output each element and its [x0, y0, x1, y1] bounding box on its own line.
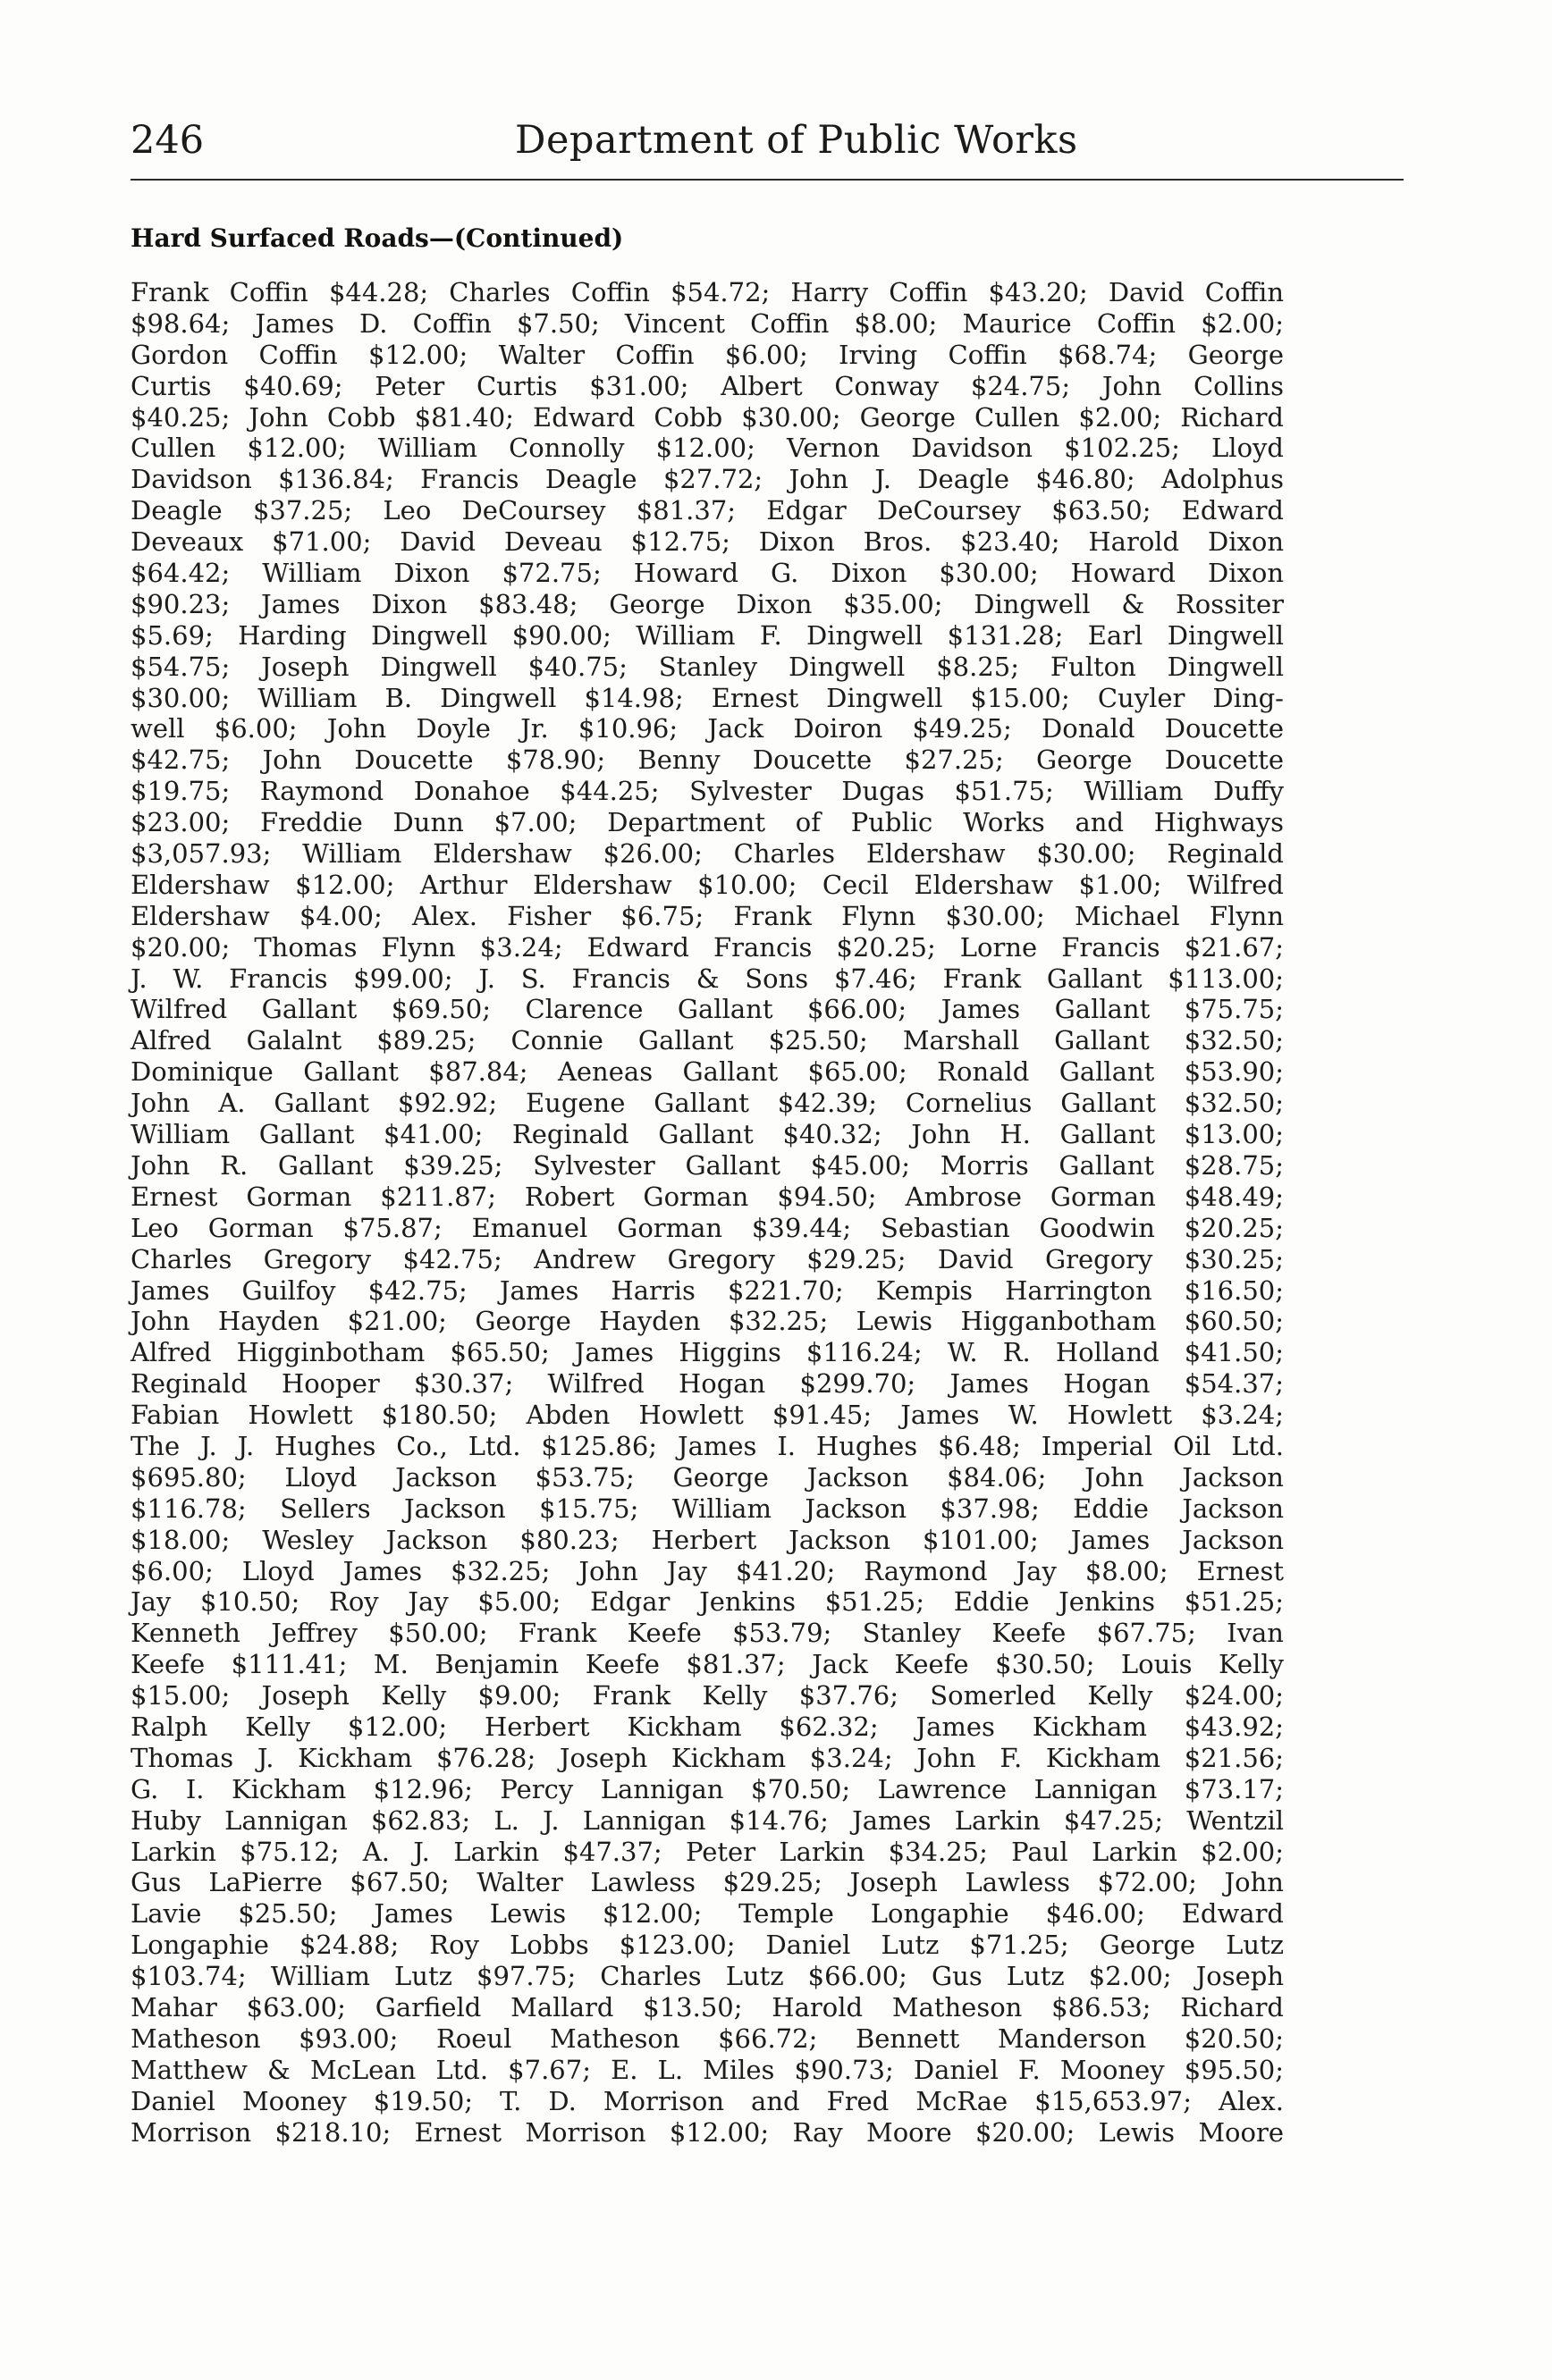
text-line: John Hayden $21.00; George Hayden $32.25; Lewis Higganbotham $60.50; — [131, 1306, 1284, 1337]
text-line: $695.80; Lloyd Jackson $53.75; George Jackson $84.06; John Jackson — [131, 1461, 1284, 1493]
text-line: Reginald Hooper $30.37; Wilfred Hogan $299.70; James Hogan $54.37; — [131, 1368, 1284, 1400]
text-line: Jay $10.50; Roy Jay $5.00; Edgar Jenkins $51.25; Eddie Jenkins $51.25; — [131, 1586, 1284, 1618]
text-line: Eldershaw $4.00; Alex. Fisher $6.75; Frank Flynn $30.00; Michael Flynn — [131, 900, 1284, 931]
text-line: J. W. Francis $99.00; J. S. Francis & Sons $7.46; Frank Gallant $113.00; — [131, 963, 1284, 994]
header-rule — [131, 179, 1404, 181]
text-line: Curtis $40.69; Peter Curtis $31.00; Albert Conway $24.75; John Collins — [131, 370, 1284, 401]
text-line: Leo Gorman $75.87; Emanuel Gorman $39.44; Sebastian Goodwin $20.25; — [131, 1212, 1284, 1243]
text-line: Lavie $25.50; James Lewis $12.00; Temple Longaphie $46.00; Edward — [131, 1898, 1284, 1930]
text-line: $103.74; William Lutz $97.75; Charles Lutz $66.00; Gus Lutz $2.00; Joseph — [131, 1961, 1284, 1992]
text-line: Eldershaw $12.00; Arthur Eldershaw $10.00; Cecil Eldershaw $1.00; Wilfred — [131, 869, 1284, 900]
text-line: $6.00; Lloyd James $32.25; John Jay $41.20; Raymond Jay $8.00; Ernest — [131, 1555, 1284, 1586]
text-line: James Guilfoy $42.75; James Harris $221.70; Kempis Harrington $16.50; — [131, 1274, 1284, 1306]
text-line: $98.64; James D. Coffin $7.50; Vincent Coffin $8.00; Maurice Coffin $2.00; — [131, 307, 1284, 339]
text-line: $40.25; John Cobb $81.40; Edward Cobb $30.00; George Cullen $2.00; Richard — [131, 401, 1284, 433]
text-line: $18.00; Wesley Jackson $80.23; Herbert Jackson $101.00; James Jackson — [131, 1524, 1284, 1555]
text-line: Keefe $111.41; M. Benjamin Keefe $81.37; Jack Keefe $30.50; Louis Kelly — [131, 1649, 1284, 1680]
text-line: $23.00; Freddie Dunn $7.00; Department of Public Works and Highways — [131, 807, 1284, 838]
text-line: $19.75; Raymond Donahoe $44.25; Sylvester Dugas $51.75; William Duffy — [131, 776, 1284, 807]
running-head — [131, 118, 1284, 172]
text-line: $64.42; William Dixon $72.75; Howard G. Dixon $30.00; Howard Dixon — [131, 558, 1284, 589]
text-line: Gus LaPierre $67.50; Walter Lawless $29.25; Joseph Lawless $72.00; John — [131, 1867, 1284, 1898]
text-line: Morrison $218.10; Ernest Morrison $12.00; Ray Moore $20.00; Lewis Moore — [131, 2116, 1284, 2148]
text-line: Matheson $93.00; Roeul Matheson $66.72; Bennett Manderson $20.50; — [131, 2023, 1284, 2054]
text-line: Huby Lannigan $62.83; L. J. Lannigan $14.76; James Larkin $47.25; Wentzil — [131, 1804, 1284, 1836]
text-line: Larkin $75.12; A. J. Larkin $47.37; Peter Larkin $34.25; Paul Larkin $2.00; — [131, 1836, 1284, 1867]
text-line: G. I. Kickham $12.96; Percy Lannigan $70.50; Lawrence Lannigan $73.17; — [131, 1773, 1284, 1804]
text-line: Cullen $12.00; William Connolly $12.00; Vernon Davidson $102.25; Lloyd — [131, 433, 1284, 464]
body-text — [131, 277, 1284, 2148]
text-line: Thomas J. Kickham $76.28; Joseph Kickham $3.24; John F. Kickham $21.56; — [131, 1742, 1284, 1773]
text-line: $30.00; William B. Dingwell $14.98; Ernest Dingwell $15.00; Cuyler Ding- — [131, 682, 1284, 713]
text-line: Daniel Mooney $19.50; T. D. Morrison and Fred McRae $15,653.97; Alex. — [131, 2085, 1284, 2116]
text-line: $5.69; Harding Dingwell $90.00; William F. Dingwell $131.28; Earl Dingwell — [131, 619, 1284, 651]
text-line: Matthew & McLean Ltd. $7.67; E. L. Miles $90.73; Daniel F. Mooney $95.50; — [131, 2054, 1284, 2085]
text-line: John R. Gallant $39.25; Sylvester Gallant $45.00; Morris Gallant $28.75; — [131, 1149, 1284, 1181]
text-line: The J. J. Hughes Co., Ltd. $125.86; James I. Hughes $6.48; Imperial Oil Ltd. — [131, 1430, 1284, 1461]
text-line: Ernest Gorman $211.87; Robert Gorman $94.50; Ambrose Gorman $48.49; — [131, 1181, 1284, 1212]
page-title: Department of Public Works — [515, 118, 1078, 163]
text-line: Gordon Coffin $12.00; Walter Coffin $6.00; Irving Coffin $68.74; George — [131, 339, 1284, 370]
text-line: $20.00; Thomas Flynn $3.24; Edward Francis $20.25; Lorne Francis $21.67; — [131, 931, 1284, 963]
text-line: $3,057.93; William Eldershaw $26.00; Charles Eldershaw $30.00; Reginald — [131, 838, 1284, 870]
page-number: 246 — [131, 118, 205, 163]
text-line: Dominique Gallant $87.84; Aeneas Gallant $65.00; Ronald Gallant $53.90; — [131, 1056, 1284, 1088]
text-line: John A. Gallant $92.92; Eugene Gallant $42.39; Cornelius Gallant $32.50; — [131, 1088, 1284, 1119]
text-line: Mahar $63.00; Garfield Mallard $13.50; Harold Matheson $86.53; Richard — [131, 1991, 1284, 2023]
text-line: Charles Gregory $42.75; Andrew Gregory $29.25; David Gregory $30.25; — [131, 1243, 1284, 1274]
text-line: Alfred Higginbotham $65.50; James Higgins $116.24; W. R. Holland $41.50; — [131, 1337, 1284, 1368]
text-line: $54.75; Joseph Dingwell $40.75; Stanley Dingwell $8.25; Fulton Dingwell — [131, 651, 1284, 682]
text-line: $90.23; James Dixon $83.48; George Dixon $35.00; Dingwell & Rossiter — [131, 588, 1284, 619]
text-line: Ralph Kelly $12.00; Herbert Kickham $62.32; James Kickham $43.92; — [131, 1711, 1284, 1742]
text-line: Fabian Howlett $180.50; Abden Howlett $91.45; James W. Howlett $3.24; — [131, 1400, 1284, 1431]
text-line: Kenneth Jeffrey $50.00; Frank Keefe $53.79; Stanley Keefe $67.75; Ivan — [131, 1618, 1284, 1649]
text-line: Wilfred Gallant $69.50; Clarence Gallant $66.00; James Gallant $75.75; — [131, 994, 1284, 1025]
text-line: Davidson $136.84; Francis Deagle $27.72; John J. Deagle $46.80; Adolphus — [131, 464, 1284, 495]
text-line: William Gallant $41.00; Reginald Gallant $40.32; John H. Gallant $13.00; — [131, 1119, 1284, 1150]
text-line: $116.78; Sellers Jackson $15.75; William Jackson $37.98; Eddie Jackson — [131, 1493, 1284, 1524]
text-line: Frank Coffin $44.28; Charles Coffin $54.72; Harry Coffin $43.20; David Coffin — [131, 277, 1284, 307]
text-line: $15.00; Joseph Kelly $9.00; Frank Kelly $37.76; Somerled Kelly $24.00; — [131, 1680, 1284, 1711]
text-line: Deagle $37.25; Leo DeCoursey $81.37; Edgar DeCoursey $63.50; Edward — [131, 495, 1284, 526]
text-line: Longaphie $24.88; Roy Lobbs $123.00; Daniel Lutz $71.25; George Lutz — [131, 1930, 1284, 1961]
text-line: well $6.00; John Doyle Jr. $10.96; Jack Doiron $49.25; Donald Doucette — [131, 713, 1284, 744]
text-line: $42.75; John Doucette $78.90; Benny Doucette $27.25; George Doucette — [131, 744, 1284, 776]
text-line: Deveaux $71.00; David Deveau $12.75; Dixon Bros. $23.40; Harold Dixon — [131, 526, 1284, 558]
section-heading: Hard Surfaced Roads—(Continued) — [131, 223, 624, 253]
text-line: Alfred Galalnt $89.25; Connie Gallant $25.50; Marshall Gallant $32.50; — [131, 1025, 1284, 1056]
